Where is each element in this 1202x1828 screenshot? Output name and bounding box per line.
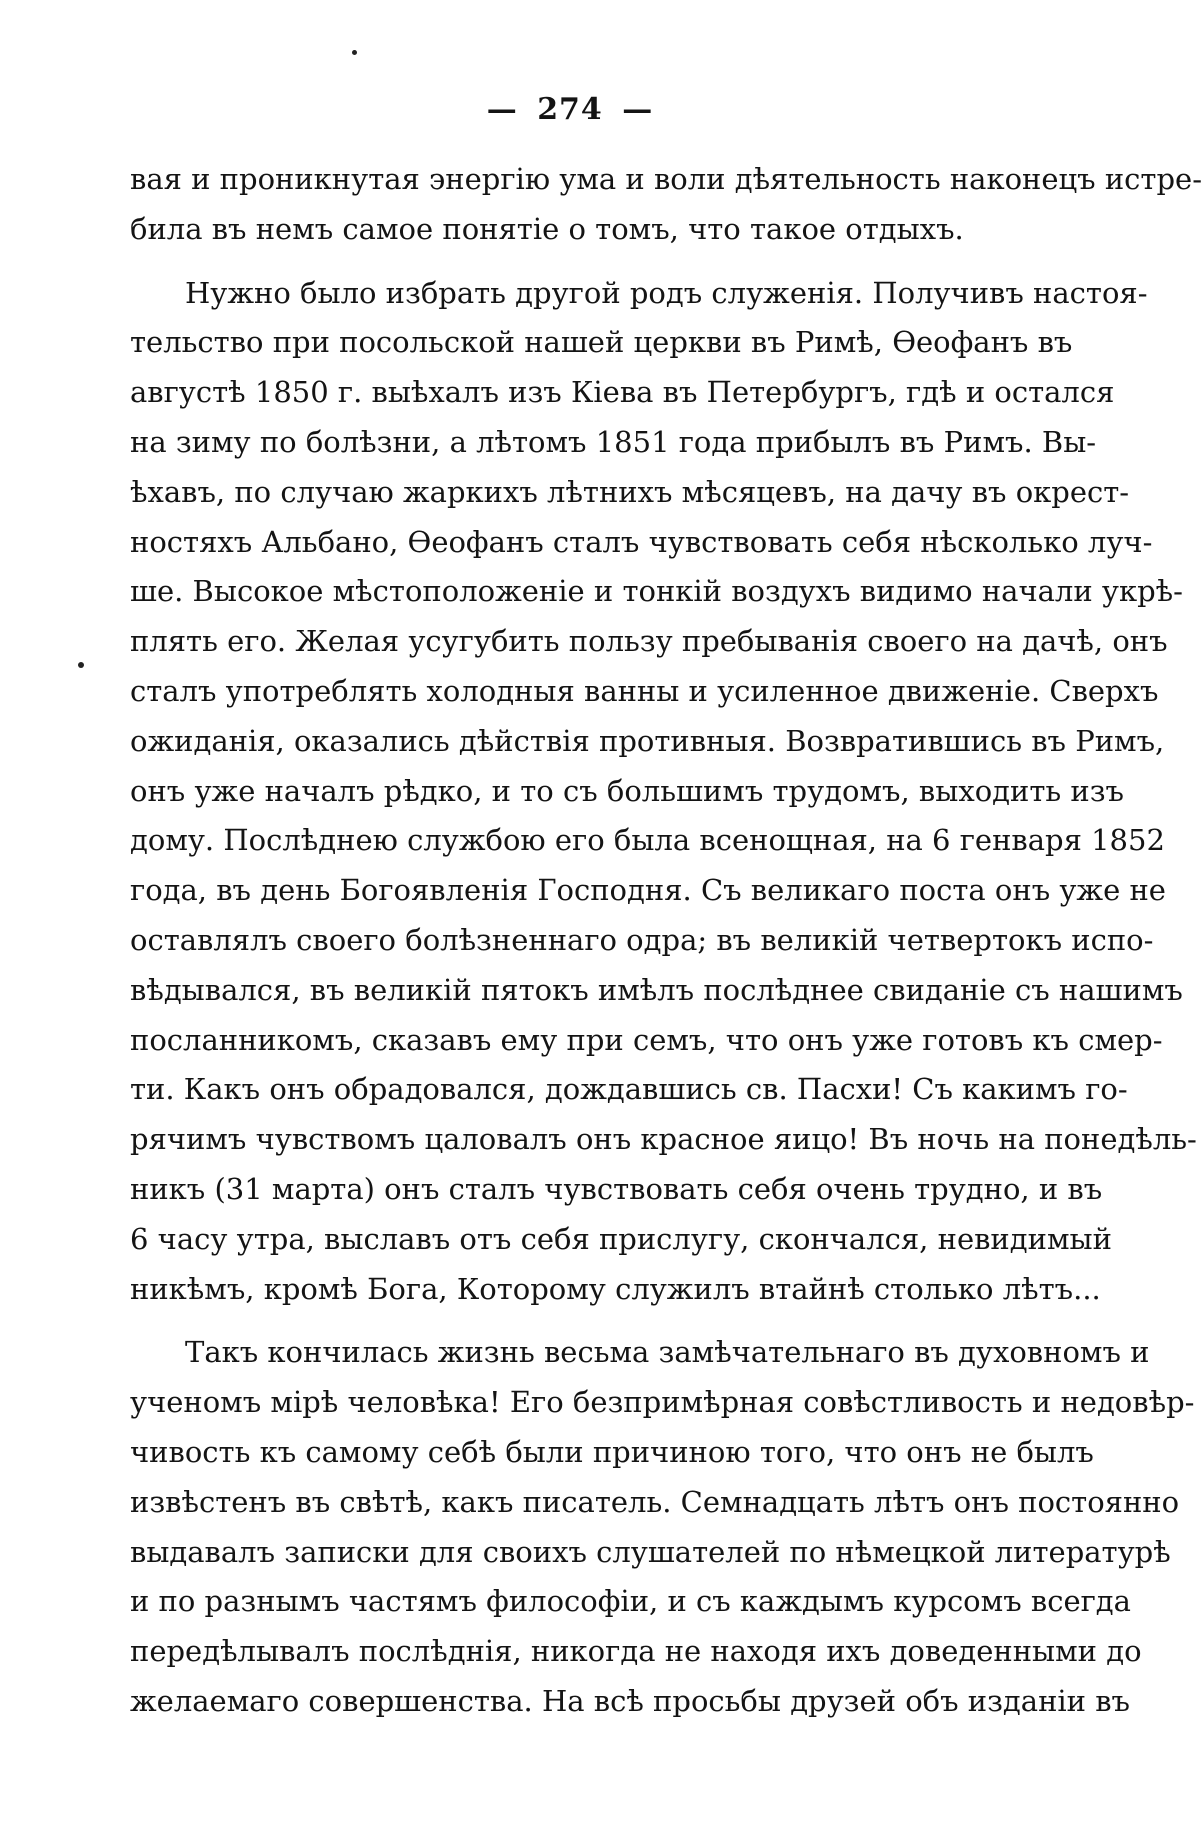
text-line: Такъ кончилась жизнь весьма замѣчательнаго въ духовномъ и <box>185 1335 1150 1370</box>
text-line: года, въ день Богоявленія Господня. Съ великаго поста онъ уже не <box>130 873 1166 908</box>
text-line: вѣдывался, въ великій пятокъ имѣлъ послѣднее свиданіе съ нашимъ <box>130 972 1183 1007</box>
text-line: сталъ употреблять холодныя ванны и усиленное движеніе. Сверхъ <box>130 673 1159 708</box>
text-line: оставлялъ своего болѣзненнаго одра; въ великій четвертокъ испо- <box>130 922 1154 957</box>
text-line: 6 часу утра, выславъ отъ себя прислугу, скончался, невидимый <box>130 1221 1112 1256</box>
scan-speck <box>352 50 357 55</box>
text-line: на зиму по болѣзни, а лѣтомъ 1851 года прибылъ въ Римъ. Вы- <box>130 424 1097 459</box>
text-line: августѣ 1850 г. выѣхалъ изъ Кіева въ Петербургъ, гдѣ и остался <box>130 375 1115 410</box>
text-line: и по разнымъ частямъ философіи, и съ каждымъ курсомъ всегда <box>130 1584 1131 1619</box>
text-line: плять его. Желая усугубить пользу пребыванія своего на дачѣ, онъ <box>130 624 1168 659</box>
text-line: ожиданія, оказались дѣйствія противныя. Возвратившись въ Римъ, <box>130 723 1165 758</box>
header-dash-right: — <box>622 92 654 127</box>
text-line: извѣстенъ въ свѣтѣ, какъ писатель. Семнадцать лѣтъ онъ постоянно <box>130 1484 1180 1519</box>
paragraph <box>130 1328 1195 1726</box>
text-line: била въ немъ самое понятіе о томъ, что такое отдыхъ. <box>130 211 964 246</box>
text-line: никъ (31 марта) онъ сталъ чувствовать себя очень трудно, и въ <box>130 1171 1103 1206</box>
text-line: рячимъ чувствомъ цаловалъ онъ красное яицо! Въ ночь на понедѣль- <box>130 1122 1197 1157</box>
text-line: чивость къ самому себѣ были причиною того, что онъ не былъ <box>130 1434 1094 1469</box>
text-line: вая и проникнутая энергію ума и воли дѣятельность наконецъ истре- <box>130 162 1202 196</box>
text-line: онъ уже началъ рѣдко, и то съ большимъ трудомъ, выходить изъ <box>130 773 1124 808</box>
text-line: ученомъ мірѣ человѣка! Его безпримѣрная совѣстливость и недовѣр- <box>130 1385 1195 1420</box>
paragraph <box>130 269 1197 1315</box>
text-line: дому. Послѣднею службою его была всенощная, на 6 генваря 1852 <box>130 823 1165 858</box>
scan-speck <box>78 662 84 668</box>
text-line: никѣмъ, кромѣ Бога, Которому служилъ втайнѣ столько лѣтъ... <box>130 1271 1101 1306</box>
text-line: ше. Высокое мѣстоположеніе и тонкій воздухъ видимо начали укрѣ- <box>130 574 1183 609</box>
page-number: 274 <box>537 92 603 127</box>
text-line: выдавалъ записки для своихъ слушателей по нѣмецкой литературѣ <box>130 1534 1171 1569</box>
page-header <box>0 92 1140 127</box>
text-line: желаемаго совершенства. На всѣ просьбы друзей объ изданіи въ <box>130 1683 1131 1718</box>
body-text <box>130 155 1202 1727</box>
text-line: Нужно было избрать другой родъ служенія. Получивъ настоя- <box>185 275 1148 310</box>
paragraph <box>130 155 1202 255</box>
text-line: тельство при посольской нашей церкви въ Римѣ, Ѳеофанъ въ <box>130 325 1073 360</box>
text-line: ностяхъ Альбано, Ѳеофанъ сталъ чувствовать себя нѣсколько луч- <box>130 524 1153 559</box>
text-line: посланникомъ, сказавъ ему при семъ, что онъ уже готовъ къ смер- <box>130 1022 1163 1057</box>
text-line: ѣхавъ, по случаю жаркихъ лѣтнихъ мѣсяцевъ, на дачу въ окрест- <box>130 474 1130 509</box>
header-dash-left: — <box>486 92 518 127</box>
text-line: ти. Какъ онъ обрадовался, дождавшись св. Пасхи! Съ какимъ го- <box>130 1072 1128 1107</box>
text-line: передѣлывалъ послѣднія, никогда не находя ихъ доведенными до <box>130 1634 1142 1669</box>
